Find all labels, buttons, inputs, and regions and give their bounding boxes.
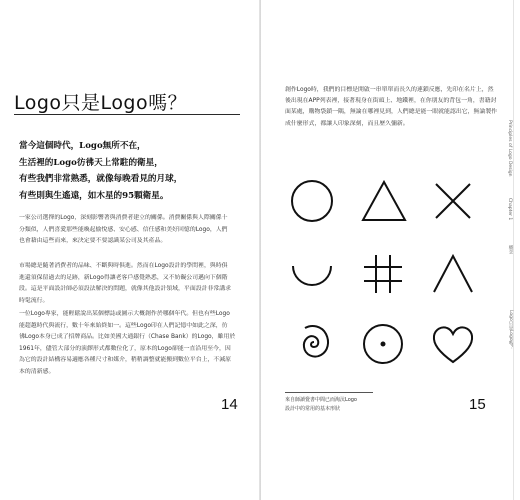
text-line: 分類似，人們喜愛那些能喚起愉悅感、安心感、信任感和美好回憶的Logo，人們 xyxy=(19,226,228,233)
circle-dot-icon xyxy=(359,320,407,368)
page-number-left: 14 xyxy=(221,396,238,413)
intro-line: 生活裡的Logo彷彿天上常駐的衛星， xyxy=(19,157,163,168)
chevron-up-icon xyxy=(429,250,477,298)
text-line: 面某處，購物袋鎖一隅，無論在哪裡見到，人們總是能一眼就能認出它，無論製作 xyxy=(285,109,498,116)
circle-icon xyxy=(288,177,336,225)
text-line: 成什麼形式，都讓人印象深刻，而且歷久彌新。 xyxy=(285,120,409,127)
side-label-chapter: Chapter 1 xyxy=(507,198,512,221)
caption-line: 來自師讀覺書中間已而淘汰Logo xyxy=(285,397,357,403)
triangle-icon xyxy=(359,177,409,225)
side-label-section: 概念 xyxy=(508,245,513,254)
text-line: 本的清新感。 xyxy=(19,368,55,375)
intro-line: 當今這個時代，Logo無所不在， xyxy=(19,141,146,151)
figure-caption xyxy=(285,396,435,414)
text-line: 1961年，儘管大部分的演繹形式都數位化了，原本的Logo卻能一直沿用至今，因 xyxy=(19,345,231,352)
paragraph-1 xyxy=(19,213,241,248)
spiral-icon xyxy=(288,320,336,368)
smile-curve-icon xyxy=(288,250,336,298)
text-line: 彿Logo本身已成了招牌商品。比如美國大通銀行（Chase Bank）的Logo，雖用於 xyxy=(19,334,236,341)
side-label-book: Principles of Logo Design xyxy=(507,120,512,177)
text-line: 後出現在APP列表裡，接著現身在街頭上、地鐵裡，在你朋友的背包一角，書籍封 xyxy=(285,98,497,105)
side-rule xyxy=(513,0,514,500)
right-paragraph xyxy=(285,85,498,130)
text-line: 為它的設計結構容易適應各種尺寸和媒介，稍稍調整就能搬到數位平台上，不減原 xyxy=(19,357,232,364)
text-line: 能超越時代與流行，數十年來始終如一。這些Logo印在人們記憶中如此之深，彷 xyxy=(19,322,228,329)
text-line: 一位Logo專家，能輕鬆說出某個標誌或圖示大概創作於哪個年代。但也有些Logo xyxy=(19,311,230,317)
cross-icon xyxy=(429,177,477,225)
intro-quote xyxy=(19,138,239,204)
hash-grid-icon xyxy=(359,250,407,298)
text-line: 一家公司選擇的Logo，深刻影響著與消費者建立的關係。消費關係與人際關係十 xyxy=(19,215,228,221)
caption-rule xyxy=(285,392,373,393)
paragraph-2 xyxy=(19,261,241,307)
right-page xyxy=(261,0,520,500)
paragraph-3 xyxy=(19,309,241,379)
text-line: 也會藉由這些而來，來決定要不要認識某公司及其產品。 xyxy=(19,238,167,245)
title-rule xyxy=(14,114,240,115)
intro-line: 有些則與生遙遠，如木星的95顆衛星。 xyxy=(19,190,169,201)
intro-line: 有些我們非常熟悉，就像每晚看見的月球， xyxy=(19,174,183,184)
text-line: 進還須保留過去的足跡，新Logo得讓老客戶感覺熟悉，又不妨礙公司邁向下個階 xyxy=(19,274,228,281)
side-label-title: Logo只是Logo嗎？ xyxy=(508,310,513,350)
text-line: 段。這是平面設計師必須設法解決的問題，就像其他設計領域，平面設計非常講求 xyxy=(19,286,232,293)
caption-line: 設計中的常用的基本形狀 xyxy=(285,406,341,412)
text-line: 市場總是隨著消費者的品味、不斷與時俱進。然而在Logo設計的學問裡，與時俱 xyxy=(19,263,228,269)
page-number-right: 15 xyxy=(469,396,486,413)
text-line: 創作Logo時，我們的目標是開啟一串單單而長久的連鎖反應，先印在名片上，然 xyxy=(285,87,494,93)
chapter-title: Logo只是Logo嗎？ xyxy=(14,92,188,114)
heart-icon xyxy=(429,320,477,368)
text-line: 時髦流行。 xyxy=(19,297,49,304)
